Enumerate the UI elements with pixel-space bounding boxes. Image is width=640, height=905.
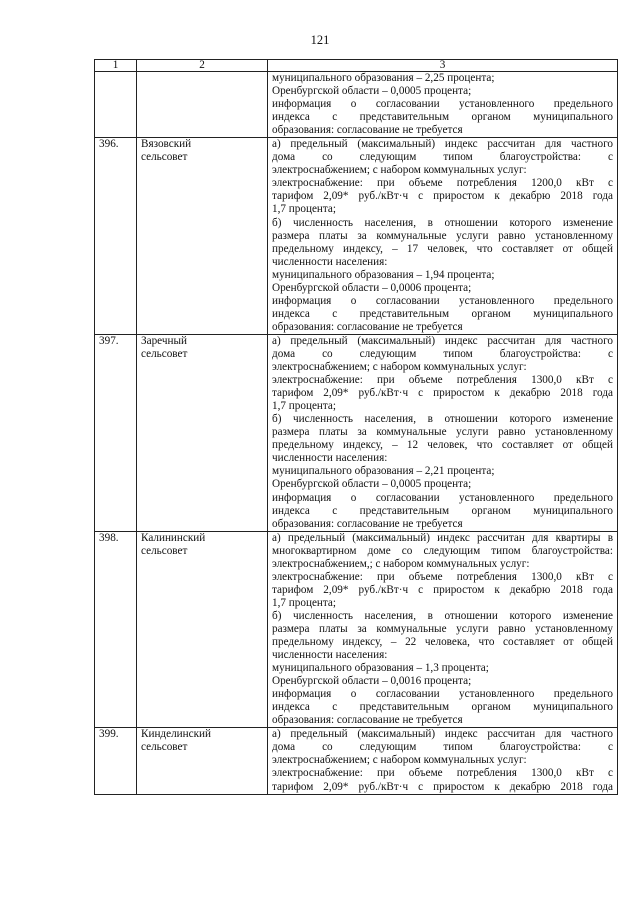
description-line: электроснабжением; с набором коммунальных услуг: — [272, 164, 527, 177]
description-line: б) численность населения, в отношении которого изменение — [272, 609, 613, 622]
description-line: Оренбургской области – 0,0005 процента; — [272, 85, 472, 98]
description-line: предельному индексу, – 17 человек, что составляет от общей — [272, 242, 613, 255]
description-line: муниципального образования – 2,25 процента; — [272, 72, 495, 84]
description-line: электроснабжением,; с набором коммунальных услуг: — [272, 557, 530, 570]
municipality-name — [137, 531, 268, 728]
description-line: информация о согласовании установленного предельного — [272, 98, 613, 111]
description-line: 1,7 процента; — [272, 400, 336, 413]
description-line: размера платы за коммунальные услуги равно установленному — [272, 622, 613, 635]
description-line: муниципального образования – 2,21 процента; — [272, 465, 495, 478]
description-line: предельному индексу, – 22 человека, что составляет от общей — [272, 636, 613, 649]
description-line: образования: согласование не требуется — [272, 714, 463, 727]
description-line: дома со следующим типом благоустройства: с — [272, 151, 613, 164]
municipality-name-line: Кинделинский — [141, 728, 212, 741]
table-row — [95, 138, 618, 335]
description-line: информация о согласовании установленного предельного — [272, 688, 613, 701]
description-line: Оренбургской области – 0,0016 процента; — [272, 675, 472, 688]
column-header-name: 2 — [137, 60, 268, 72]
row-number: 398. — [95, 531, 137, 728]
description-line: тарифом 2,09* руб./кВт·ч с приростом к декабрю 2018 года — [272, 190, 613, 203]
row-number: 399. — [95, 728, 137, 794]
description-line: электроснабжение: при объеме потребления 1200,0 кВт с — [272, 177, 613, 190]
column-header-description: 3 — [268, 60, 618, 72]
description-line: размера платы за коммунальные услуги равно установленному — [272, 426, 613, 439]
description-line: численности населения: — [272, 649, 388, 662]
description-line: а) предельный (максимальный) индекс рассчитан для квартиры в — [272, 531, 613, 544]
index-description — [268, 72, 618, 138]
description-line: б) численность населения, в отношении которого изменение — [272, 216, 613, 229]
description-line: 1,7 процента; — [272, 596, 336, 609]
description-line: Оренбургской области – 0,0006 процента; — [272, 281, 472, 294]
index-description — [268, 334, 618, 531]
municipality-name-line: Вязовский — [141, 138, 192, 151]
page-number: 121 — [310, 33, 330, 47]
municipality-name-line: Заречный — [141, 334, 187, 347]
description-line: информация о согласовании установленного предельного — [272, 491, 613, 504]
description-line: образования: согласование не требуется — [272, 320, 463, 333]
description-line: 1,7 процента; — [272, 203, 336, 216]
description-line: образования: согласование не требуется — [272, 124, 463, 137]
description-line: индекса с представительным органом муниципального — [272, 504, 613, 517]
municipality-name-line: сельсовет — [141, 544, 188, 557]
description-line: электроснабжением; с набором коммунальных услуг: — [272, 361, 527, 374]
description-line: а) предельный (максимальный) индекс рассчитан для частного — [272, 334, 613, 347]
table-row — [95, 72, 618, 138]
description-line: индекса с представительным органом муниципального — [272, 701, 613, 714]
description-line: индекса с представительным органом муниципального — [272, 307, 613, 320]
description-line: образования: согласование не требуется — [272, 517, 463, 530]
description-line: а) предельный (максимальный) индекс рассчитан для частного — [272, 138, 613, 151]
description-line: тарифом 2,09* руб./кВт·ч с приростом к декабрю 2018 года — [272, 387, 613, 400]
municipality-name-line: сельсовет — [141, 741, 188, 754]
description-line: муниципального образования – 1,94 процента; — [272, 268, 495, 281]
column-header-number: 1 — [95, 60, 137, 72]
description-line: предельному индексу, – 12 человек, что составляет от общей — [272, 439, 613, 452]
table-row — [95, 728, 618, 794]
municipality-name-line: Калининский — [141, 531, 206, 544]
municipality-name — [137, 138, 268, 335]
index-description — [268, 138, 618, 335]
municipality-name — [137, 334, 268, 531]
tariff-index-table — [94, 59, 618, 795]
description-line: размера платы за коммунальные услуги равно установленному — [272, 229, 613, 242]
table-row — [95, 531, 618, 728]
description-line: б) численность населения, в отношении которого изменение — [272, 413, 613, 426]
description-line: электроснабжение: при объеме потребления 1300,0 кВт с — [272, 767, 613, 780]
description-line: электроснабжением; с набором коммунальных услуг: — [272, 754, 527, 767]
municipality-name — [137, 72, 268, 138]
description-line: численности населения: — [272, 452, 388, 465]
municipality-name-line: сельсовет — [141, 151, 188, 164]
municipality-name-line: сельсовет — [141, 347, 188, 360]
description-line: муниципального образования – 1,3 процента; — [272, 662, 489, 675]
description-line: информация о согласовании установленного предельного — [272, 294, 613, 307]
index-description — [268, 531, 618, 728]
description-line: тарифом 2,09* руб./кВт·ч с приростом к декабрю 2018 года — [272, 583, 613, 596]
description-line: дома со следующим типом благоустройства: с — [272, 347, 613, 360]
description-line: электроснабжение: при объеме потребления 1300,0 кВт с — [272, 374, 613, 387]
description-line: дома со следующим типом благоустройства: с — [272, 741, 613, 754]
row-number: 397. — [95, 334, 137, 531]
description-line: многоквартирном доме со следующим типом благоустройства: — [272, 544, 613, 557]
description-line: Оренбургской области – 0,0005 процента; — [272, 478, 472, 491]
description-line: численности населения: — [272, 255, 388, 268]
table-header-row — [95, 60, 618, 72]
index-description — [268, 728, 618, 794]
row-number — [95, 72, 137, 138]
description-line: индекса с представительным органом муниципального — [272, 111, 613, 124]
row-number: 396. — [95, 138, 137, 335]
municipality-name — [137, 728, 268, 794]
description-line: а) предельный (максимальный) индекс рассчитан для частного — [272, 728, 613, 741]
table-row — [95, 334, 618, 531]
description-line: электроснабжение: при объеме потребления 1300,0 кВт с — [272, 570, 613, 583]
description-line: тарифом 2,09* руб./кВт·ч с приростом к декабрю 2018 года — [272, 780, 613, 793]
